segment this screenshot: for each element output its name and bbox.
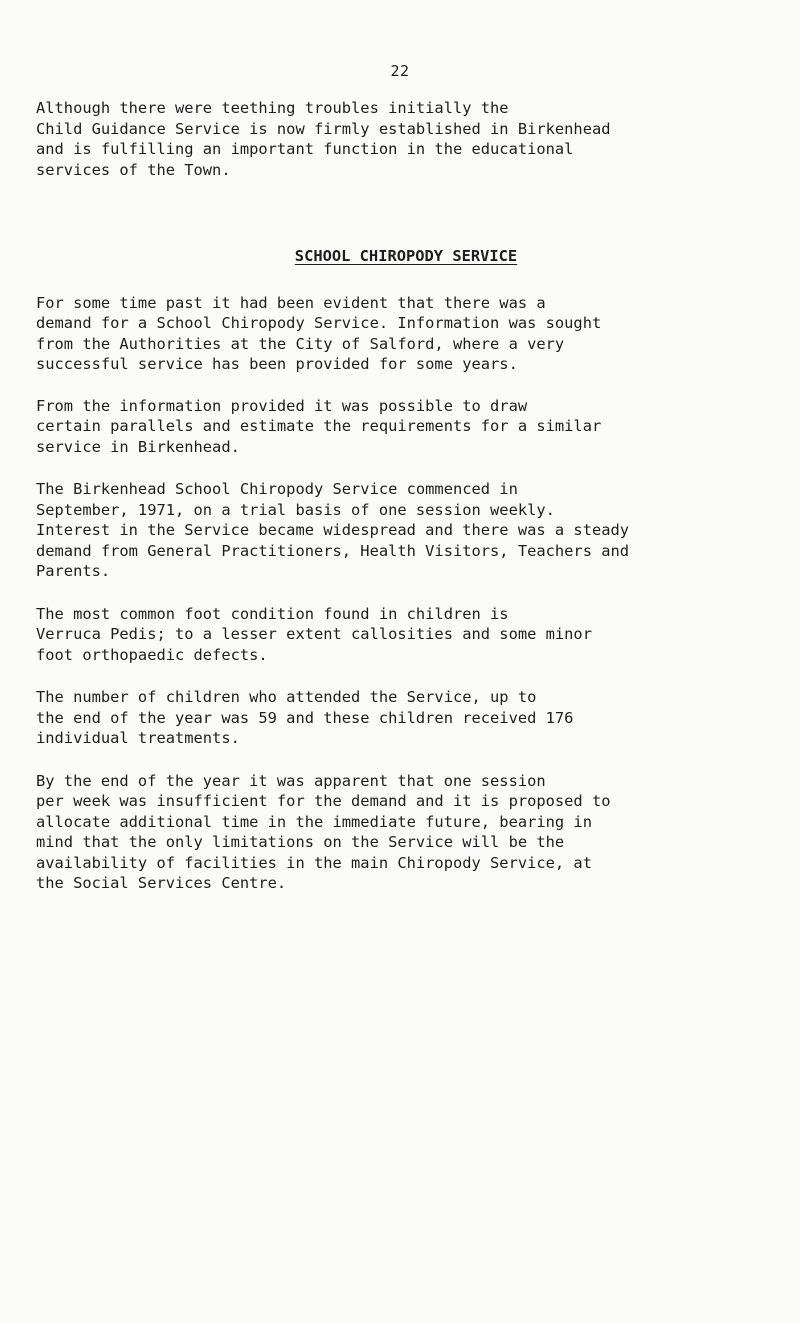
paragraph-5: The number of children who attended the Service, up to the end of the year was 59 and these children received 176 individual treatments. xyxy=(36,688,574,747)
paragraph-1: For some time past it had been evident that there was a demand for a School Chiropody Service. Information was sought from the Authorities at the City of Salford, where a very successful service has been provided for some years. xyxy=(36,293,602,373)
paragraph-4: The most common foot condition found in children is Verruca Pedis; to a lesser extent callosities and some minor foot orthopaedic defects. xyxy=(36,604,592,664)
section-heading: SCHOOL CHIROPODY SERVICE xyxy=(294,247,518,265)
paragraph-3: The Birkenhead School Chiropody Service commenced in September, 1971, on a trial basis of one session weekly. Interest in the Service became widespread and there was a steady demand from General Practitioners, Health Visitors, Teachers and Parents. xyxy=(36,480,630,580)
page-number: 22 xyxy=(390,62,410,80)
paragraph-6: By the end of the year it was apparent that one session per week was insufficient for the demand and it is proposed to allocate additional time in the immediate future, bearing in mind that the only limitations on the Service will be the availability of facilities in the main Chiropody Service, at the Social Services Centre. xyxy=(36,771,611,892)
intro-paragraph: Although there were teething troubles initially the Child Guidance Service is now firmly established in Birkenhead and is fulfilling an important function in the educational services of the Town. xyxy=(36,99,611,179)
page-content xyxy=(36,98,776,894)
paragraph-2: From the information provided it was possible to draw certain parallels and estimate the requirements for a similar service in Birkenhead. xyxy=(36,396,602,456)
